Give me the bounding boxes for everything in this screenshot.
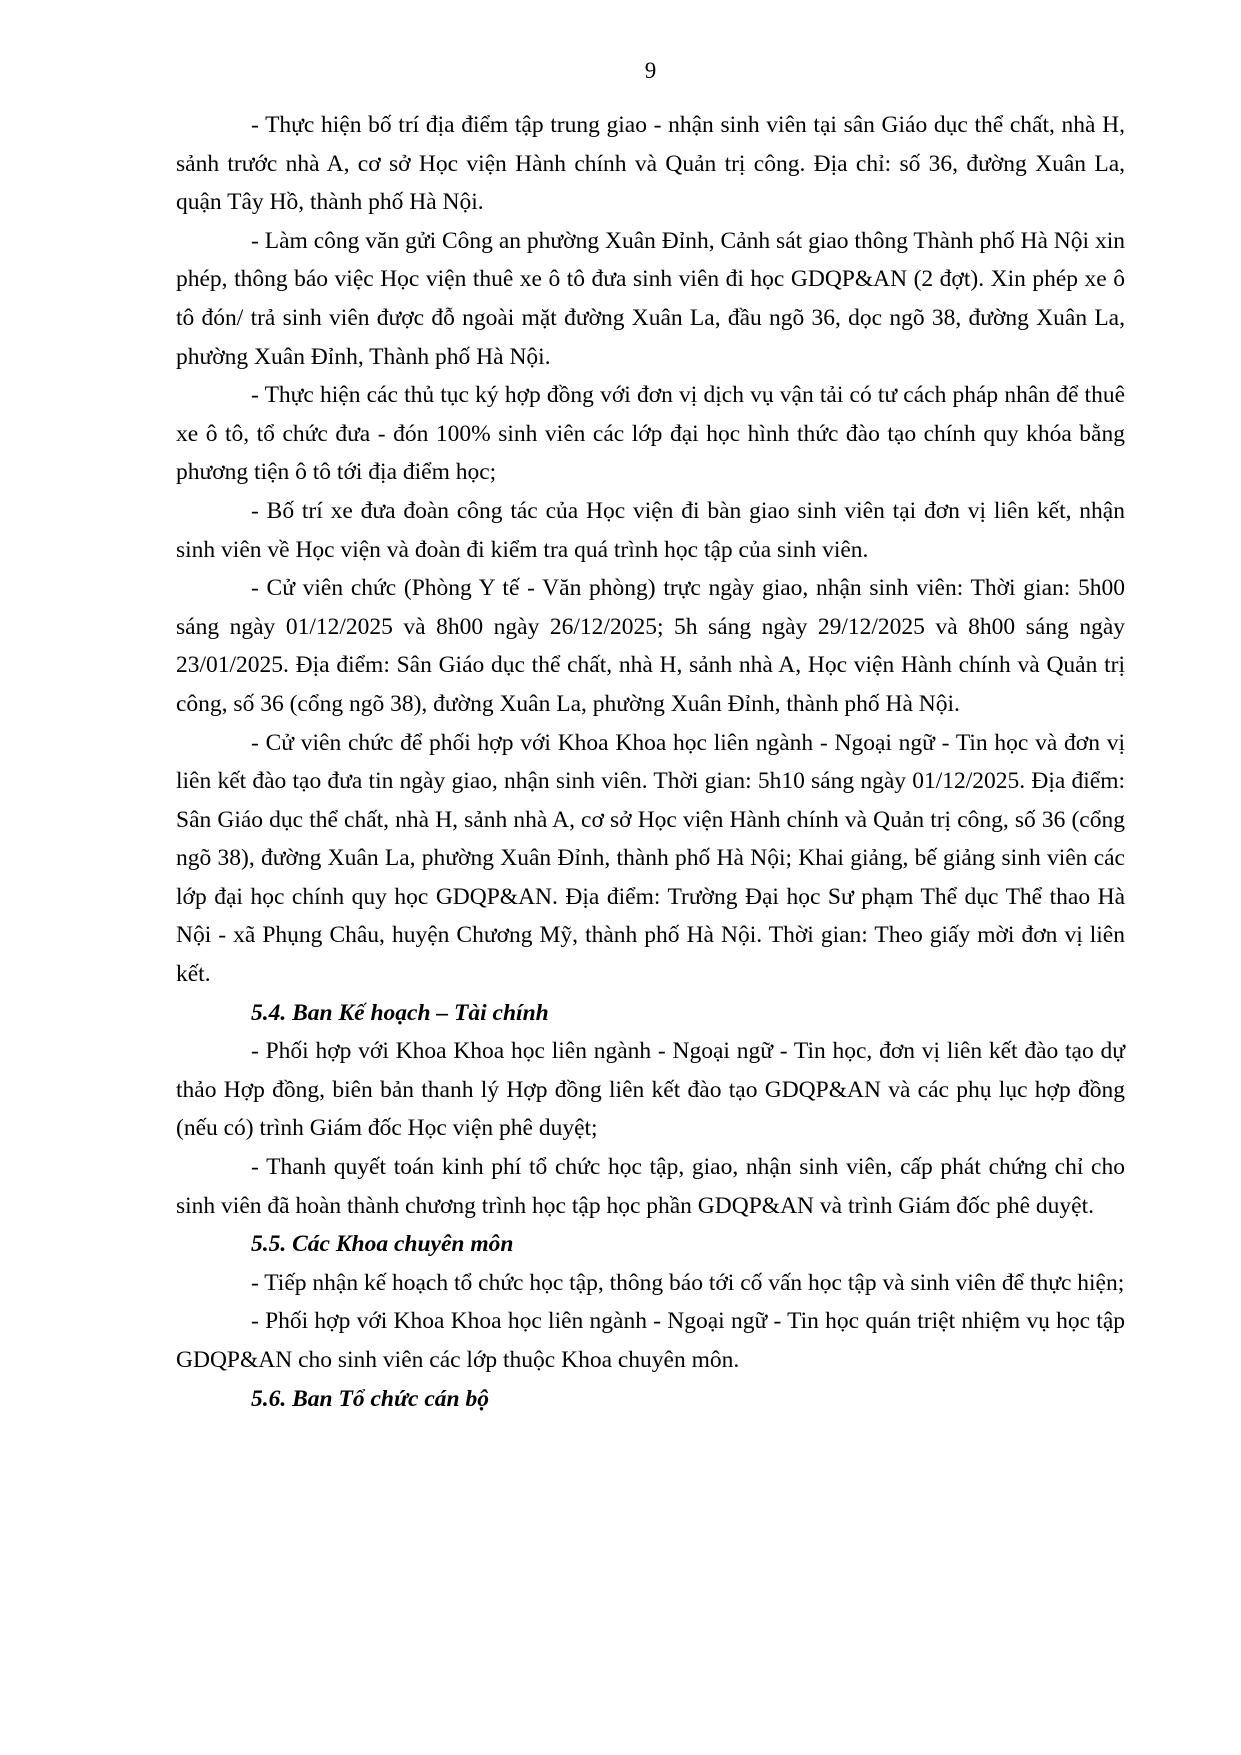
paragraph: - Thực hiện bố trí địa điểm tập trung giao - nhận sinh viên tại sân Giáo dục thể chất, nhà H, sảnh trước nhà A, cơ sở Học viện Hành chính và Quản trị công. Địa chỉ: số 36, đường Xuân La, quận Tây Hồ, thành phố Hà Nội. — [176, 112, 1125, 216]
paragraph: - Cử viên chức (Phòng Y tế - Văn phòng) trực ngày giao, nhận sinh viên: Thời gian: 5h00 sáng ngày 01/12/2025 và 8h00 ngày 26/12/2025; 5h sáng ngày 29/12/2025 và 8h00 sáng ngày 23/01/2025. Địa điểm: Sân Giáo dục thể chất, nhà H, sảnh nhà A, Học viện Hành chính và Quản trị công, số 36 (cổng ngõ 38), đường Xuân La, phường Xuân Đỉnh, thành phố Hà Nội. — [176, 575, 1125, 717]
paragraph: - Thanh quyết toán kinh phí tổ chức học tập, giao, nhận sinh viên, cấp phát chứng chỉ cho sinh viên đã hoàn thành chương trình học tập học phần GDQP&AN và trình Giám đốc phê duyệt. — [176, 1154, 1125, 1219]
section-heading: 5.5. Các Khoa chuyên môn — [251, 1231, 514, 1258]
document-body — [176, 106, 1125, 1418]
paragraph: - Cử viên chức để phối hợp với Khoa Khoa học liên ngành - Ngoại ngữ - Tin học và đơn vị liên kết đào tạo đưa tin ngày giao, nhận sinh viên. Thời gian: 5h10 sáng ngày 01/12/2025. Địa điểm: Sân Giáo dục thể chất, nhà H, sảnh nhà A, cơ sở Học viện Hành chính và Quản trị công, số 36 (cổng ngõ 38), đường Xuân La, phường Xuân Đỉnh, thành phố Hà Nội; Khai giảng, bế giảng sinh viên các lớp đại học chính quy học GDQP&AN. Địa điểm: Trường Đại học Sư phạm Thể dục Thể thao Hà Nội - xã Phụng Châu, huyện Chương Mỹ, thành phố Hà Nội. Thời gian: Theo giấy mời đơn vị liên kết. — [176, 729, 1125, 988]
section-heading: 5.6. Ban Tổ chức cán bộ — [251, 1385, 489, 1412]
paragraph: - Tiếp nhận kế hoạch tổ chức học tập, thông báo tới cố vấn học tập và sinh viên để thực hiện; — [251, 1269, 1125, 1296]
paragraph: - Phối hợp với Khoa Khoa học liên ngành - Ngoại ngữ - Tin học quán triệt nhiệm vụ học tập GDQP&AN cho sinh viên các lớp thuộc Khoa chuyên môn. — [176, 1308, 1125, 1373]
paragraph: - Làm công văn gửi Công an phường Xuân Đỉnh, Cảnh sát giao thông Thành phố Hà Nội xin phép, thông báo việc Học viện thuê xe ô tô đưa sinh viên đi học GDQP&AN (2 đợt). Xin phép xe ô tô đón/ trả sinh viên được đỗ ngoài mặt đường Xuân La, đầu ngõ 36, dọc ngõ 38, đường Xuân La, phường Xuân Đỉnh, Thành phố Hà Nội. — [176, 227, 1125, 370]
paragraph: - Thực hiện các thủ tục ký hợp đồng với đơn vị dịch vụ vận tải có tư cách pháp nhân để thuê xe ô tô, tổ chức đưa - đón 100% sinh viên các lớp đại học hình thức đào tạo chính quy khóa bằng phương tiện ô tô tới địa điểm học; — [176, 382, 1125, 486]
paragraph: - Bố trí xe đưa đoàn công tác của Học viện đi bàn giao sinh viên tại đơn vị liên kết, nhận sinh viên về Học viện và đoàn đi kiểm tra quá trình học tập của sinh viên. — [176, 497, 1125, 563]
page-number: 9 — [644, 58, 657, 83]
paragraph: - Phối hợp với Khoa Khoa học liên ngành - Ngoại ngữ - Tin học, đơn vị liên kết đào tạo dự thảo Hợp đồng, biên bản thanh lý Hợp đồng liên kết đào tạo GDQP&AN và các phụ lục hợp đồng (nếu có) trình Giám đốc Học viện phê duyệt; — [176, 1038, 1125, 1142]
section-heading: 5.4. Ban Kế hoạch – Tài chính — [251, 999, 549, 1026]
